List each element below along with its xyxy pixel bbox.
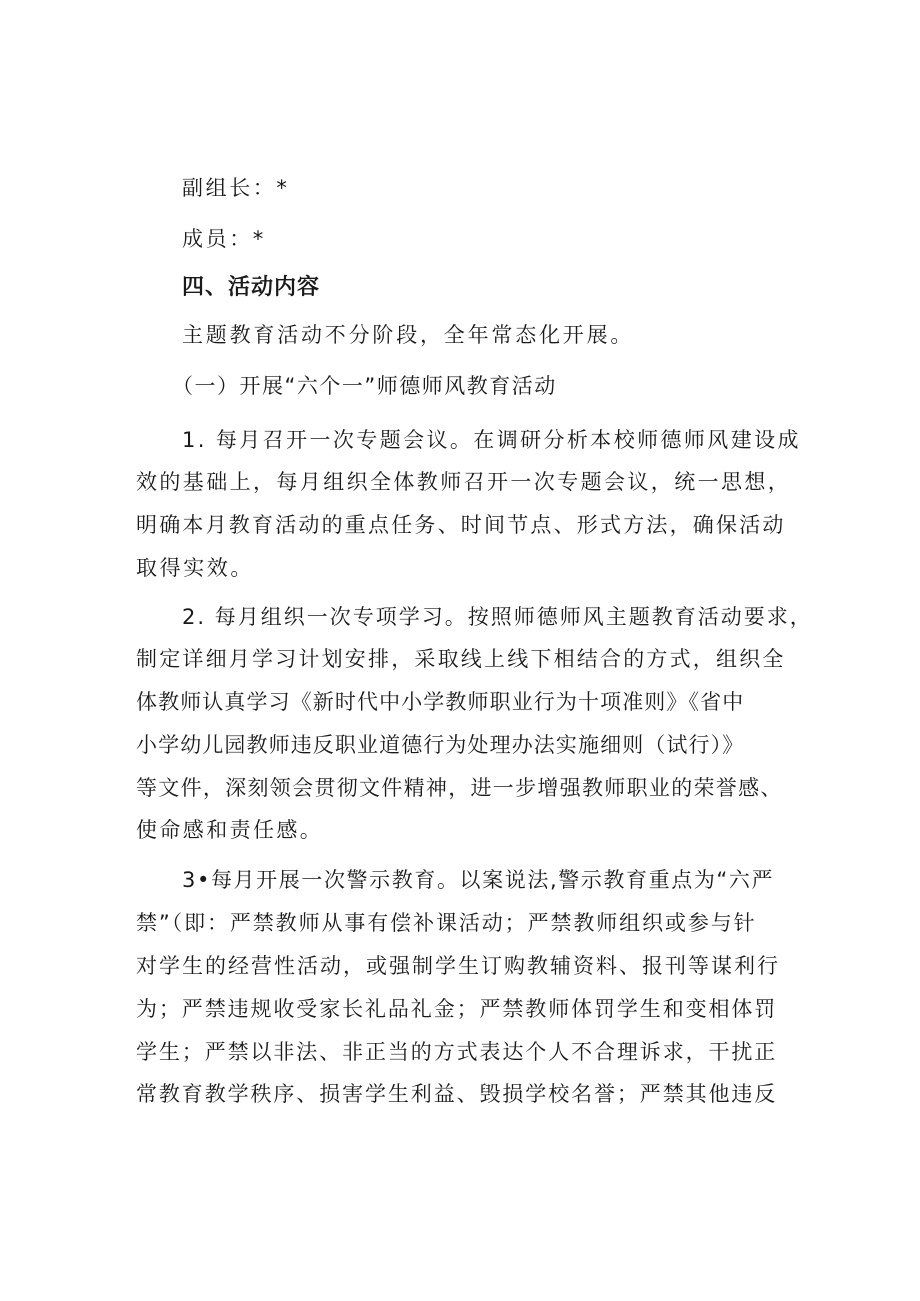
- paragraph-1-line-3: 明确本月教育活动的重点任务、时间节点、形式方法，确保活动: [136, 513, 786, 537]
- paragraph-2-line-1: 2. 每月组织一次专项学习。按照师德师风主题教育活动要求，: [182, 605, 813, 629]
- paragraph-3-line-5: 学生；严禁以非法、非正当的方式表达个人不合理诉求，干扰正: [136, 1040, 778, 1064]
- paragraph-1-line-1: 1. 每月召开一次专题会议。在调研分析本校师德师风建设成: [182, 428, 801, 452]
- paragraph-3-line-2: 禁”（即：严禁教师从事有偿补课活动；严禁教师组织或参与针: [136, 911, 757, 935]
- paragraph-2-line-3: 体教师认真学习《新时代中小学教师职业行为十项准则》《省中: [136, 690, 745, 714]
- paragraph-3-line-3: 对学生的经营性活动，或强制学生订购教辅资料、报刊等谋利行: [136, 954, 780, 978]
- intro-line: 主题教育活动不分阶段，全年常态化开展。: [182, 323, 635, 347]
- paragraph-2-line-4: 小学幼儿园教师违反职业道德行为处理办法实施细则（试行）》: [136, 733, 745, 757]
- paragraph-3-line-6: 常教育教学秩序、损害学生利益、毁损学校名誉；严禁其他违反: [136, 1082, 778, 1106]
- paragraph-3-line-4: 为；严禁违规收受家长礼品礼金；严禁教师体罚学生和变相体罚: [136, 997, 778, 1021]
- paragraph-2-line-6: 使命感和责任感。: [136, 818, 324, 842]
- paragraph-2-line-2: 制定详细月学习计划安排，采取线上线下相结合的方式，组织全: [136, 647, 786, 671]
- paragraph-2-line-5: 等文件，深刻领会贯彻文件精神，进一步增强教师职业的荣誉感、: [136, 776, 783, 800]
- subsection-heading: （一）开展“六个一”师德师风教育活动: [172, 374, 557, 398]
- members-line: 成员：*: [182, 227, 266, 251]
- paragraph-1-line-4: 取得实效。: [136, 556, 254, 580]
- paragraph-3-line-1: 3•每月开展一次警示教育。以案说法,警示教育重点为“六严: [182, 868, 775, 892]
- vice-leader-line: 副组长：*: [182, 176, 290, 200]
- paragraph-1-line-2: 效的基础上，每月组织全体教师召开一次专题会议，统一思想，: [136, 470, 792, 494]
- section-heading: 四、活动内容: [182, 275, 321, 300]
